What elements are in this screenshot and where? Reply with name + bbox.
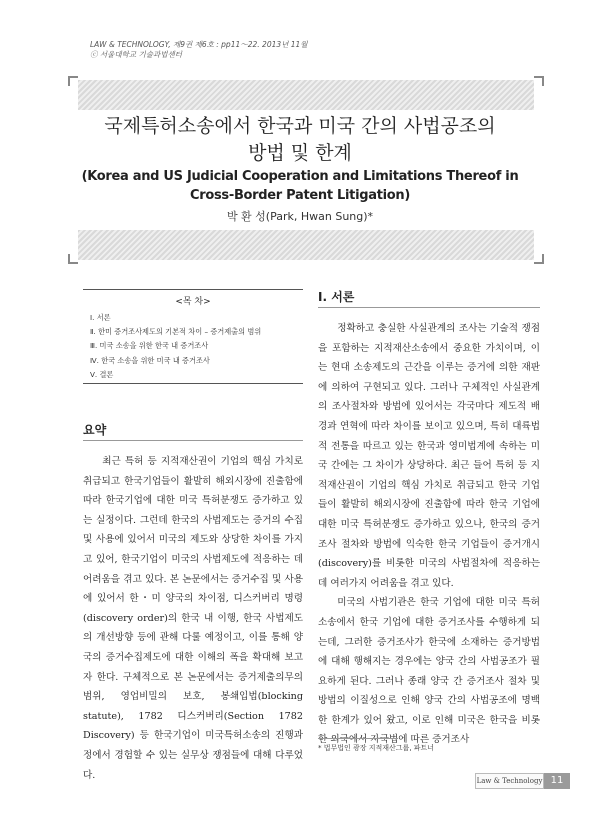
corner-mark	[534, 254, 544, 264]
page-footer	[475, 773, 570, 789]
title-frame-bottom-bar	[78, 230, 534, 260]
korean-title-line: 방법 및 한계	[248, 142, 352, 164]
abstract-paragraph: 최근 특허 등 지적재산권이 기업의 핵심 가치로 취급되고 한국기업들이 활발히 해외시장에 진출함에 따라 한국기업에 대한 미국 특허분쟁도 증가하고 있는 실정이다. 그런데 한국의 사법제도는 증거의 수집 및 사용에 있어서 미국의 제도와 상당한 차이를 가지고 있어, 한국기업이 미국의 사법제도에 적응하는 데 어려움을 겪고 있다. 본 논문에서는 증거수집 및 사용에 있어서 한・미 양국의 차이점, 디스커버리 명령(discovery order)의 한국 내 이행, 한국 사법제도의 개선방향 등에 관해 다룰 예정이고, 이를 통해 양국의 증거수집제도에 대한 이해의 폭을 확대해 보고자 한다. 구체적으로 본 논문에서는 증거제출의무의 범위, 영업비밀의 보호, 봉쇄입법(blocking statute), 1782 디스커버리(Section 1782 Discovery) 등 한국기업이 미국특허소송의 진행과정에서 경험할 수 있는 실무상 쟁점들에 대해 다루었다.	[83, 456, 303, 781]
divider	[83, 440, 303, 441]
introduction-heading: Ⅰ. 서론	[318, 290, 355, 304]
copyright-line: ⓒ 서울대학교 기술과법센터	[90, 50, 182, 59]
page-number: 11	[544, 773, 570, 789]
introduction-body	[318, 319, 540, 750]
english-title	[0, 167, 600, 205]
toc-heading: <목 차>	[175, 297, 211, 307]
footnote: * 법무법인 광장 지적재산그룹, 파트너	[318, 744, 435, 752]
korean-title-line: 국제특허소송에서 한국과 미국 간의 사법공조의	[104, 115, 496, 137]
author-name: 박 환 성(Park, Hwan Sung)*	[226, 210, 374, 223]
table-of-contents	[83, 289, 303, 384]
english-title-line: (Korea and US Judicial Cooperation and Limitations Thereof in	[81, 169, 519, 184]
toc-item: Ⅴ. 결론	[90, 369, 114, 379]
toc-item: Ⅰ. 서론	[90, 313, 111, 322]
toc-item: Ⅲ. 미국 소송을 위한 한국 내 증거조사	[90, 341, 209, 351]
journal-citation: LAW & TECHNOLOGY, 제9권 제6호 : pp11～22. 2013년 11월	[90, 40, 308, 49]
english-title-line: Cross-Border Patent Litigation)	[189, 188, 411, 203]
title-frame-top-bar	[78, 80, 534, 110]
abstract-body	[83, 452, 303, 785]
body-paragraph: 정확하고 충실한 사실관계의 조사는 기술적 쟁점을 포함하는 지적재산소송에서 중요한 가치이며, 이는 현대 소송제도의 근간을 이루는 증거에 의한 재판에 의하여 구현되고 있다. 그러나 구체적인 사실관계의 조사절차와 방법에 있어서는 각국마다 제도적 배경과 연혁에 따라 차이를 보이고 있으며, 특히 대륙법적 전통을 따르고 있는 한국과 영미법계에 속하는 미국 간에는 그 차이가 상당하다. 최근 들어 특허 등 지적재산권이 기업의 핵심 가치로 취급되고 한국 기업들이 활발히 해외시장에 진출함에 따라 한국 기업에 대한 미국 특허분쟁도 증가하고 있으나, 한국의 증거조사 절차와 방법에 익숙한 한국 기업들이 증거개시(discovery)를 비롯한 미국의 사법절차에 적응하는 데 여러가지 어려움을 겪고 있다.	[318, 323, 540, 589]
corner-mark	[534, 76, 544, 86]
body-paragraph: 미국의 사법기관은 한국 기업에 대한 미국 특허소송에서 한국 기업에 대한 증거조사를 수행하게 되는데, 그러한 증거조사가 한국에 소재하는 증거방법에 대해 행해지는 경우에는 양국 간의 사법공조가 필요하게 된다. 그러나 종래 양국 간 증거조사 절차 및 방법의 이질성으로 인해 양국 간의 사법공조에 명백한 한계가 있어 왔고, 이로 인해 미국은 한국을 비롯한 외국에서 자국법에 따른 증거조사	[318, 597, 540, 746]
footer-journal-name: Law & Technology	[475, 773, 544, 789]
corner-mark	[68, 76, 78, 86]
divider	[318, 307, 540, 308]
toc-item: Ⅳ. 한국 소송을 위한 미국 내 증거조사	[90, 355, 210, 365]
abstract-heading: 요약	[83, 423, 107, 437]
toc-list	[90, 311, 303, 382]
toc-item: Ⅱ. 한미 증거조사제도의 기본적 차이 – 증거제출의 범위	[90, 327, 262, 337]
korean-title	[0, 113, 600, 167]
running-header	[90, 40, 308, 60]
corner-mark	[68, 254, 78, 264]
footnote-divider	[318, 738, 398, 739]
